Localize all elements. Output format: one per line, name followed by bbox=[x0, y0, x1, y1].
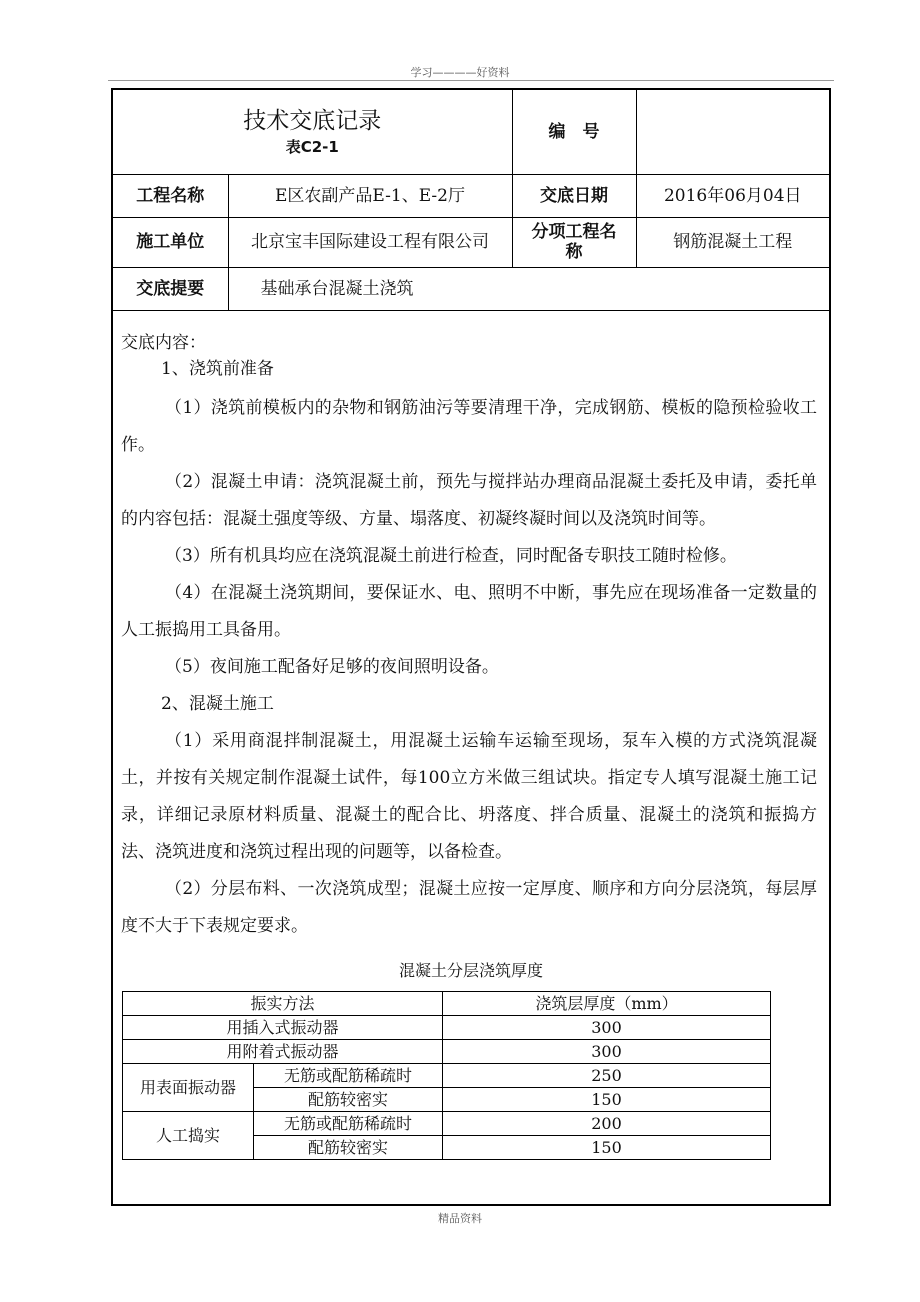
form-title: 技术交底记录 bbox=[243, 107, 382, 134]
page-footer: 精品资料 bbox=[438, 1212, 482, 1225]
subitem-label: 分项工程名称 bbox=[512, 217, 636, 267]
paragraph: （2）分层布料、一次浇筑成型；混凝土应按一定厚度、顺序和方向分层浇筑，每层厚度不大于下表规定要求。 bbox=[121, 879, 817, 936]
depth-table-caption: 混凝土分层浇筑厚度 bbox=[398, 961, 543, 980]
summary-value: 基础承台混凝土浇筑 bbox=[228, 267, 829, 310]
subitem-value: 钢筋混凝土工程 bbox=[636, 217, 829, 267]
paragraph: （2）混凝土申请：浇筑混凝土前，预先与搅拌站办理商品混凝土委托及申请，委托单的内容包括：混凝土强度等级、方量、塌落度、初凝终凝时间以及浇筑时间等。 bbox=[121, 472, 817, 529]
paragraph: （5）夜间施工配备好足够的夜间照明设备。 bbox=[165, 657, 499, 677]
title-cell bbox=[113, 90, 512, 174]
value-cell: 200 bbox=[443, 1112, 771, 1136]
summary-row bbox=[113, 267, 829, 310]
project-name-label: 工程名称 bbox=[113, 174, 228, 217]
condition-cell: 无筋或配筋稀疏时 bbox=[254, 1112, 443, 1136]
info-table bbox=[113, 90, 829, 311]
date-value: 2016年06月04日 bbox=[636, 174, 829, 217]
method-cell: 用插入式振动器 bbox=[123, 1016, 443, 1040]
column-header: 振实方法 bbox=[123, 992, 443, 1016]
project-row bbox=[113, 174, 829, 217]
table-row bbox=[123, 1064, 771, 1088]
date-label: 交底日期 bbox=[512, 174, 636, 217]
table-row bbox=[123, 1112, 771, 1136]
number-value bbox=[636, 90, 829, 174]
value-cell: 150 bbox=[443, 1136, 771, 1160]
value-cell: 250 bbox=[443, 1064, 771, 1088]
method-group-cell: 人工捣实 bbox=[123, 1112, 254, 1160]
condition-cell: 配筋较密实 bbox=[254, 1136, 443, 1160]
table-header-row bbox=[123, 992, 771, 1016]
record-form bbox=[111, 88, 831, 1206]
form-code: 表C2-1 bbox=[285, 137, 339, 156]
page-header: 学习————好资料 bbox=[410, 66, 510, 79]
table-row bbox=[123, 1040, 771, 1064]
paragraph: （1）采用商混拌制混凝土，用混凝土运输车运输至现场，泵车入模的方式浇筑混凝土，并按有关规定制作混凝土试件，每100立方米做三组试块。指定专人填写混凝土施工记录，详细记录原材料质量、混凝土的配合比、坍落度、拌合质量、混凝土的浇筑和振捣方法、浇筑进度和浇筑过程出现的问题等，以备检查。 bbox=[121, 731, 817, 862]
condition-cell: 配筋较密实 bbox=[254, 1088, 443, 1112]
disclosure-content bbox=[113, 326, 829, 1160]
project-name-value: E区农副产品E-1、E-2厅 bbox=[228, 174, 512, 217]
contractor-row bbox=[113, 217, 829, 267]
paragraph: （4）在混凝土浇筑期间，要保证水、电、照明不中断，事先应在现场准备一定数量的人工振捣用工具备用。 bbox=[121, 583, 817, 640]
number-label: 编 号 bbox=[512, 90, 636, 174]
content-heading: 交底内容： bbox=[121, 333, 206, 353]
value-cell: 300 bbox=[443, 1016, 771, 1040]
method-cell: 用附着式振动器 bbox=[123, 1040, 443, 1064]
value-cell: 150 bbox=[443, 1088, 771, 1112]
contractor-value: 北京宝丰国际建设工程有限公司 bbox=[228, 217, 512, 267]
paragraph: （3）所有机具均应在浇筑混凝土前进行检查，同时配备专职技工随时检修。 bbox=[165, 546, 737, 566]
paragraph: （1）浇筑前模板内的杂物和钢筋油污等要清理干净，完成钢筋、模板的隐预检验收工作。 bbox=[121, 398, 817, 455]
summary-label: 交底提要 bbox=[113, 267, 228, 310]
contractor-label: 施工单位 bbox=[113, 217, 228, 267]
table-row bbox=[123, 1016, 771, 1040]
method-group-cell: 用表面振动器 bbox=[123, 1064, 254, 1112]
value-cell: 300 bbox=[443, 1040, 771, 1064]
title-row bbox=[113, 90, 829, 174]
section-2-title: 2、混凝土施工 bbox=[161, 694, 274, 714]
condition-cell: 无筋或配筋稀疏时 bbox=[254, 1064, 443, 1088]
section-1-title: 1、浇筑前准备 bbox=[161, 359, 274, 379]
header-rule bbox=[108, 80, 834, 81]
depth-table bbox=[122, 991, 771, 1160]
column-header: 浇筑层厚度（mm） bbox=[443, 992, 771, 1016]
